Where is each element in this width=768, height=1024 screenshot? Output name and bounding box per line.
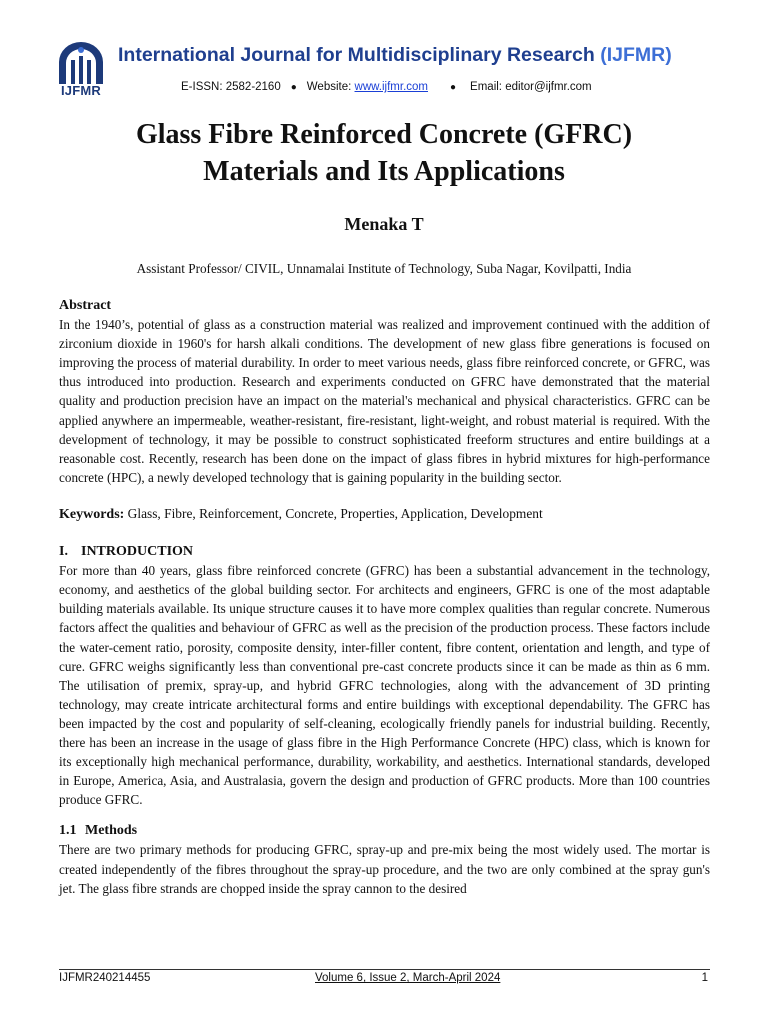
paper-title-line-2: Materials and Its Applications [203,156,565,187]
journal-name [118,44,672,67]
introduction-number: I. [59,544,68,560]
keywords [59,504,710,524]
introduction-text: For more than 40 years, glass fibre reinforced concrete (GFRC) has been a substantial advancement in the technology, economy, and aesthetics of the global building sector. For architects and engineers, GFRC is one of the most adaptable building materials available. Its unique structure causes it to have more complex qualities than regular concrete. Numerous factors affect the qualities and behaviour of GFRC as well as the precision of the production process. These factors include the water-cement ratio, porosity, composite density, inter-filler content, fibre content, orientation and length, and type of cure. GFRC weighs significantly less than conventional pre-cast concrete products since it can be made as thin as 6 mm. The utilisation of premix, spray-up, and hybrid GFRC technologies, along with the advancement of 3D printing technology, may create intricate architectural forms and entire buildings with exceptional dependability. The GFRC has been impacted by the cost and popularity of self-cleaning, ecologically friendly panels for industrial building. Recently, there has been an increase in the usage of glass fibre in the High Performance Concrete (HPC) class, which is known for its exceptionally high mechanical performance, durability, workability, and aesthetics. International standards, developed in Europe, America, Asia, and Australasia, govern the design and production of GFRC products. More than 100 countries produce GFRC. [59,563,710,808]
paper-title [0,116,768,190]
bullet-icon: ● [290,82,297,93]
author-name: Menaka T [344,214,424,234]
paper-body [59,296,710,898]
methods-title: Methods [85,823,138,839]
keywords-label: Keywords: [59,506,125,522]
introduction-heading [59,542,710,561]
volume-info: Volume 6, Issue 2, March-April 2024 [315,972,501,984]
author-affiliation: Assistant Professor/ CIVIL, Unnamalai Institute of Technology, Suba Nagar, Kovilpatti, India [136,261,632,276]
journal-meta [181,81,592,93]
keywords-text: Glass, Fibre, Reinforcement, Concrete, Properties, Application, Development [124,505,543,521]
paper-title-line-1: Glass Fibre Reinforced Concrete (GFRC) [135,119,633,150]
page-number: 1 [701,972,708,984]
email: Email: editor@ijfmr.com [470,81,592,93]
paper-id: IJFMR240214455 [59,972,151,984]
eissn: E-ISSN: 2582-2160 [181,81,281,93]
website-link[interactable]: www.ijfmr.com [354,81,428,93]
methods-number: 1.1 [59,823,77,839]
journal-logo [56,40,106,100]
introduction-title: INTRODUCTION [81,544,194,560]
page-footer [59,972,710,988]
logo-text: IJFMR [61,83,101,98]
abstract-heading: Abstract [59,298,112,313]
journal-name-text: International Journal for Multidisciplinary Research [118,44,595,66]
abstract-text: In the 1940’s, potential of glass as a construction material was realized and improvement continued with the addition of zirconium dioxide in 1960's for harsh alkali conditions. The development of new glass fibre generations is focused on improving the process of material durability. In order to meet various needs, glass fibre reinforced concrete, or GFRC, was thus introduced into production. Research and experiments conducted on GFRC have demonstrated that the material quality and production precision have an impact on the material's mechanical and physical characteristics. GFRC can be applied anywhere an impermeable, weather-resistant, fire-resistant, light-weight, and robust material is required. With the development of technology, it may be possible to construct sophisticated freeform structures and entire buildings at a reasonable cost. Recently, research has been done on the impact of glass fibres in hybrid mixtures for high-performance concrete (HPC), a newly developed technology that is gaining popularity in the building sector. [59,317,710,485]
methods-text: There are two primary methods for producing GFRC, spray-up and pre-mix being the most widely used. The mortar is created independently of the fibres throughout the spray-up procedure, and the two are only combined at the spray gun's jet. The glass fibre strands are chopped inside the spray cannon to the desired [59,842,710,896]
journal-logo-icon [56,40,106,86]
methods-heading [59,821,710,840]
journal-header [56,40,716,102]
website-label: Website: [306,81,355,93]
journal-abbr: (IJFMR) [600,44,672,66]
bullet-icon: ● [450,82,457,93]
footer-divider [59,969,710,970]
